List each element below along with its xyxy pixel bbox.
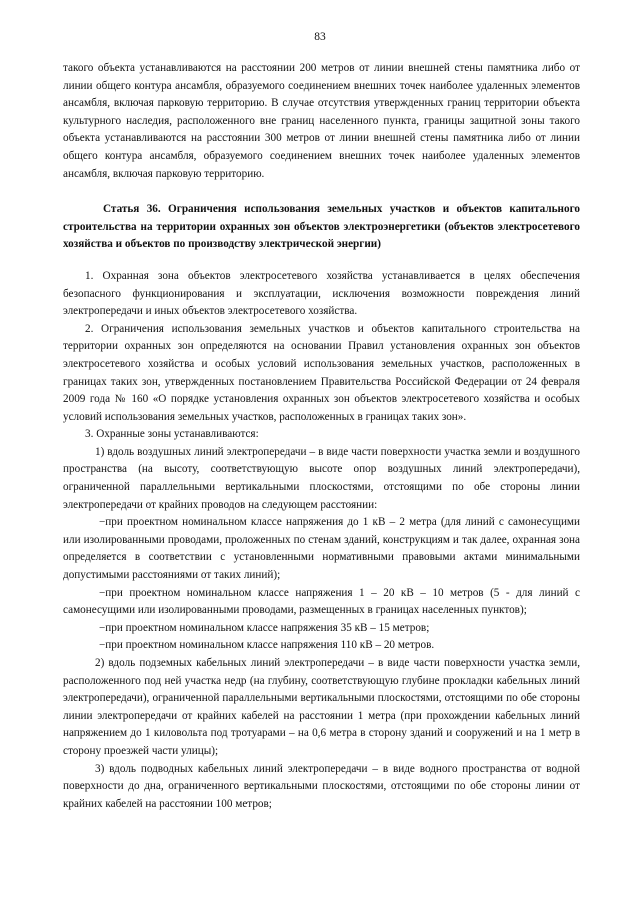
- subitem-1: 1) вдоль воздушных линий электропередачи – в виде части поверхности участка земли и воздушного пространства (на высоту, соответствующую высоте опор воздушных линий электропередачи), ограниченной параллельными вертикальными плоскостями, отстоящими по обе стороны линии электропередачи от крайних проводов на следующем расстоянии:: [63, 445, 580, 511]
- dash-item-1: −при проектном номинальном классе напряжения до 1 кВ – 2 метра (для линий с самонесущими или изолированными проводами, проложенных по стенам зданий, конструкциям и так далее, охранная зона определяется в соответствии с установленными нормативными правовыми актами минимальными допустимыми расстояниями от таких линий);: [63, 516, 580, 582]
- subitem-3: 3) вдоль подводных кабельных линий электропередачи – в виде водного пространства от водной поверхности до дна, ограниченного вертикальными плоскостями, отстоящими по обе стороны линии от крайних кабелей на расстоянии 100 метров;: [63, 762, 580, 810]
- article-heading: Статья 36. Ограничения использования земельных участков и объектов капитального строительства на территории охранных зон объектов электроэнергетики (объектов электросетевого хозяйства и объектов по производству электрической энергии): [63, 203, 580, 251]
- dash-item-4: −при проектном номинальном классе напряжения 110 кВ – 20 метров.: [99, 639, 435, 652]
- paragraph-3: 3. Охранные зоны устанавливаются:: [85, 428, 259, 441]
- dash-item-2: −при проектном номинальном классе напряжения 1 – 20 кВ – 10 метров (5 - для линий с самонесущими или изолированными проводами, размещенных в границах населенных пунктов);: [63, 586, 580, 617]
- paragraph-2: 2. Ограничения использования земельных участков и объектов капитального строительства на территории охранных зон определяются на основании Правил установления охранных зон объектов электросетевого хозяйства и особых условий использования земельных участков, расположенных в границах таких зон, утвержденных постановлением Правительства Российской Федерации от 24 февраля 2009 года № 160 «О порядке установления охранных зон объектов электросетевого хозяйства и особых условий использования земельных участков, расположенных в границах таких зон».: [63, 322, 580, 423]
- intro-paragraph: такого объекта устанавливаются на расстоянии 200 метров от линии внешней стены памятника либо от линии общего контура ансамбля, образуемого соединением внешних точек наиболее удаленных элементов ансамбля, включая парковую территорию. В случае отсутствия утвержденных границ территории объекта культурного наследия, расположенного вне границ населенного пункта, границы защитной зоны такого объекта устанавливаются на расстоянии 300 метров от линии внешней стены памятника либо от линии общего контура ансамбля, образуемого соединением внешних точек наиболее удаленных элементов ансамбля, включая парковую территорию.: [63, 62, 580, 180]
- document-body: [63, 60, 580, 813]
- subitem-2: 2) вдоль подземных кабельных линий электропередачи – в виде части поверхности участка земли, расположенного под ней участка недр (на глубину, соответствующую глубине прокладки кабельных линий электропередачи), ограниченной параллельными вертикальными плоскостями, отстоящими по обе стороны линии электропередачи от крайних кабелей на расстоянии 1 метра (при прохождении кабельных линий напряжением до 1 киловольта под тротуарами – на 0,6 метра в сторону зданий и сооружений и на 1 метр в сторону проезжей части улицы);: [63, 657, 580, 757]
- page-number: 83: [314, 31, 326, 43]
- dash-item-3: −при проектном номинальном классе напряжения 35 кВ – 15 метров;: [99, 621, 430, 634]
- paragraph-1: 1. Охранная зона объектов электросетевого хозяйства устанавливается в целях обеспечения безопасного функционирования и эксплуатации, исключения возможности повреждения линий электропередачи и иных объектов электросетевого хозяйства.: [63, 269, 580, 318]
